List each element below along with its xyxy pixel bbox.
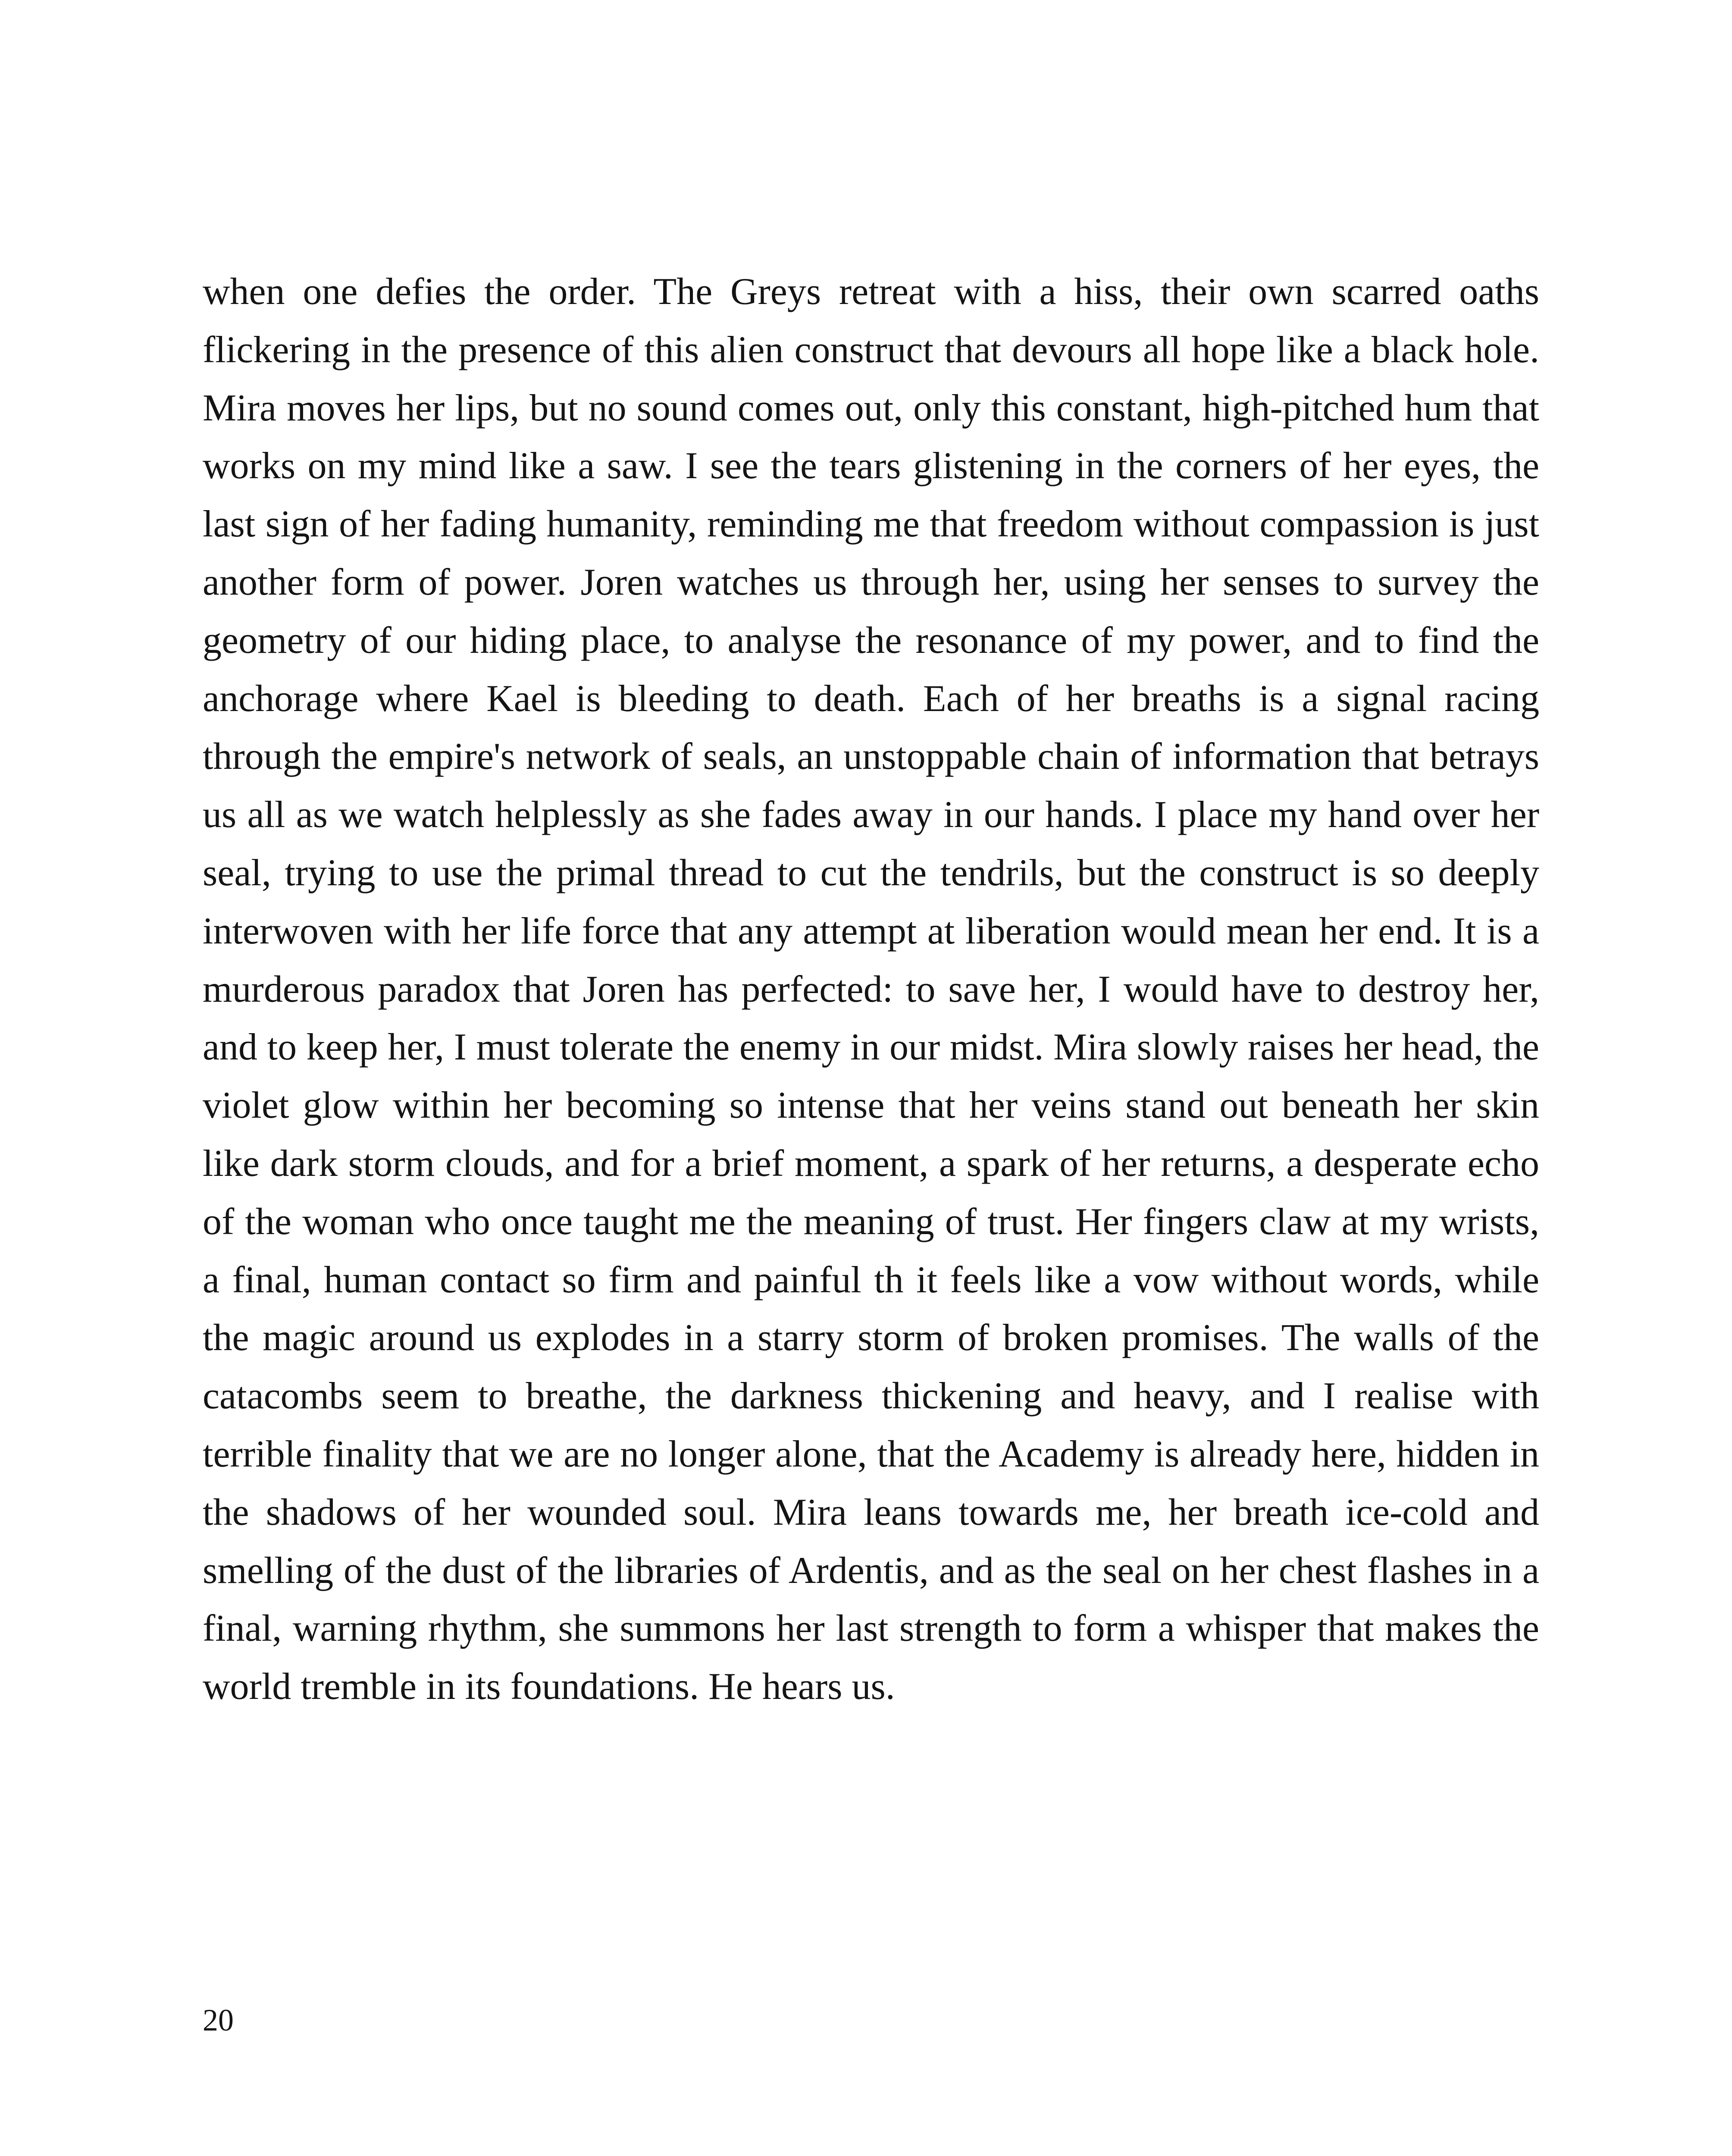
body-paragraph: when one defies the order. The Greys retreat with a hiss, their own scarred oaths flickering in the presence of this alien construct that devours all hope like a black hole. Mira moves her lips, but no sound comes out, only this constant, high-pitched hum that works on my mind like a saw. I see the tears glistening in the corners of her eyes, the last sign of her fading humanity, reminding me that freedom without compassion is just another form of power. Joren watches us through her, using her senses to survey the geometry of our hiding place, to analyse the resonance of my power, and to find the anchorage where Kael is bleeding to death. Each of her breaths is a signal racing through the empire's network of seals, an unstoppable chain of information that betrays us all as we watch helplessly as she fades away in our hands. I place my hand over her seal, trying to use the primal thread to cut the tendrils, but the construct is so deeply interwoven with her life force that any attempt at liberation would mean her end. It is a murderous paradox that Joren has perfected: to save her, I would have to destroy her, and to keep her, I must tolerate the enemy in our midst. Mira slowly raises her head, the violet glow within her becoming so intense that her veins stand out beneath her skin like dark storm clouds, and for a brief moment, a spark of her returns, a desperate echo of the woman who once taught me the meaning of trust. Her fingers claw at my wrists, a final, human contact so firm and painful th it feels like a vow without words, while the magic around us explodes in a starry storm of broken promises. The walls of the catacombs seem to breathe, the darkness thickening and heavy, and I realise with terrible finality that we are no longer alone, that the Academy is already here, hidden in the shadows of her wounded soul. Mira leans towards me, her breath ice-cold and smelling of the dust of the libraries of Ardentis, and as the seal on her chest flashes in a final, warning rhythm, she summons her last strength to form a whisper that makes the world tremble in its foundations. He hears us.: [203, 271, 1539, 1708]
page-number: 20: [203, 2003, 234, 2037]
